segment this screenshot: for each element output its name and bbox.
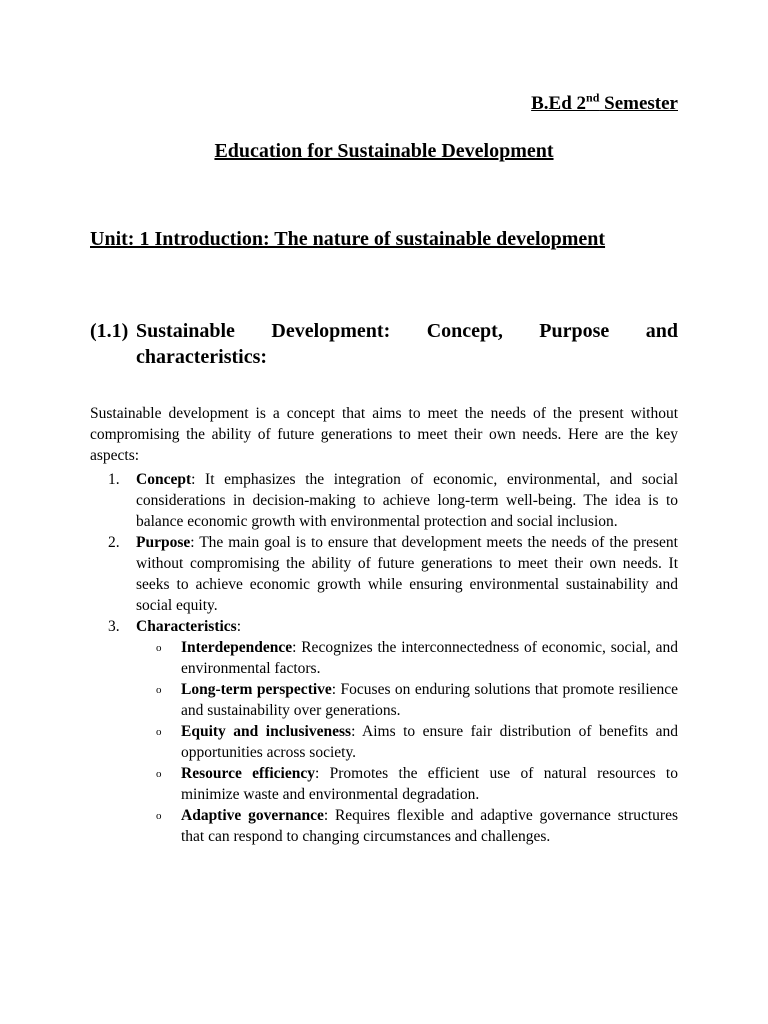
characteristic-term: Resource efficiency (181, 765, 315, 782)
course-header (531, 90, 678, 115)
section-title (136, 318, 678, 370)
characteristics-list (136, 637, 678, 847)
characteristic-item (136, 721, 678, 763)
characteristic-item (136, 679, 678, 721)
characteristic-text: : Requires flexible and adaptive governance structures that can respond to changing circumstances and challenges. (181, 807, 678, 845)
characteristic-term: Equity and inclusiveness (181, 723, 352, 740)
list-item-purpose (90, 532, 678, 616)
list-item-term: Purpose (136, 534, 191, 551)
list-item-text: : The main goal is to ensure that development meets the needs of the present without compromising the ability of future generations to meet their own needs. It seeks to achieve economic growth while ensuring environmental sustainability and social equity. (136, 534, 678, 614)
list-item-concept (90, 469, 678, 532)
section-number: (1.1) (90, 320, 129, 342)
course-prefix: B.Ed 2 (531, 93, 587, 114)
characteristic-item (136, 763, 678, 805)
characteristic-text: : Recognizes the interconnectedness of economic, social, and environmental factors. (181, 639, 678, 677)
list-item-characteristics (90, 616, 678, 847)
section-title-line-1: Sustainable Development: Concept, Purpose and (136, 320, 678, 342)
key-aspects-list (90, 469, 678, 847)
list-marker: 2. (108, 534, 120, 551)
unit-heading: Unit: 1 Introduction: The nature of sustainable development (90, 228, 606, 250)
characteristic-text: : Promotes the efficient use of natural resources to minimize waste and environmental degradation. (181, 765, 678, 803)
list-item-text: : (236, 618, 242, 635)
characteristic-term: Adaptive governance (181, 807, 324, 824)
characteristic-item (136, 805, 678, 847)
list-marker: 3. (108, 618, 120, 635)
intro-paragraph: Sustainable development is a concept that aims to meet the needs of the present without compromising the ability of future generations to meet their own needs. Here are the key aspects: (90, 404, 678, 464)
sub-bullet: o (156, 642, 162, 654)
section-heading (90, 318, 678, 370)
characteristic-term: Long-term perspective (181, 681, 332, 698)
sub-bullet: o (156, 810, 162, 822)
list-marker: 1. (108, 471, 120, 488)
list-item-term: Concept (136, 471, 192, 488)
document-title-text: Education for Sustainable Development (214, 140, 554, 162)
characteristic-text: : Focuses on enduring solutions that promote resilience and sustainability over generations. (181, 681, 679, 719)
list-item-text: : It emphasizes the integration of economic, environmental, and social considerations in decision-making to achieve long-term well-being. The idea is to balance economic growth with environmental protection and social inclusion. (136, 471, 678, 530)
characteristic-text: : Aims to ensure fair distribution of benefits and opportunities across society. (181, 723, 678, 761)
characteristic-item (136, 637, 678, 679)
document-page (90, 0, 678, 1024)
sub-bullet: o (156, 726, 162, 738)
sub-bullet: o (156, 768, 162, 780)
characteristic-term: Interdependence (181, 639, 293, 656)
sub-bullet: o (156, 684, 162, 696)
list-item-term: Characteristics (136, 618, 237, 635)
section-title-line-2: characteristics: (136, 346, 268, 368)
course-superscript: nd (586, 90, 600, 105)
course-suffix: Semester (599, 93, 678, 114)
document-title (90, 140, 678, 163)
